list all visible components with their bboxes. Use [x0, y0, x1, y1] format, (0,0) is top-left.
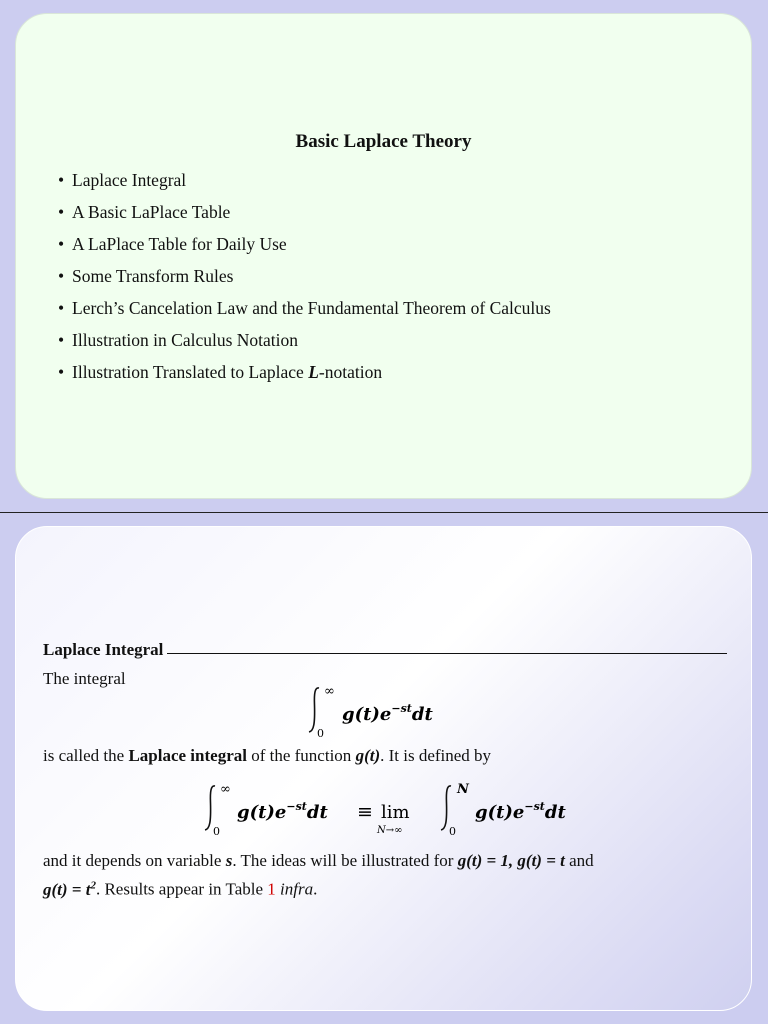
integral-sign-icon [441, 786, 451, 830]
section-title: Laplace Integral [43, 640, 164, 659]
bullet-icon: • [58, 234, 65, 254]
math-t-squared: $g(t) = t^2$ [43, 879, 96, 899]
integrand: $g(t)e^{-st}dt$ [342, 702, 433, 725]
integral-equation [306, 679, 476, 746]
math-examples: g(t) = 1, g(t) = t [457, 851, 565, 870]
list-item-label: Illustration Translated to Laplace [72, 362, 309, 382]
list-item-label: Lerch’s Cancelation Law and the Fundamental Theorem of Calculus [72, 298, 551, 318]
infra-text: infra [280, 879, 314, 899]
table-reference-link[interactable]: 1 [267, 879, 276, 899]
slide-laplace-integral [15, 526, 752, 1011]
bullet-icon: • [58, 330, 65, 350]
upper-limit-n: N [457, 782, 469, 797]
upper-limit: ∞ [220, 782, 231, 797]
section-rule [167, 653, 727, 654]
math-symbol: L [308, 362, 319, 382]
bullet-icon: • [58, 202, 65, 222]
lower-limit: 0 [317, 727, 324, 740]
integral-sign-icon [205, 786, 215, 830]
list-item-label-suffix: -notation [318, 362, 383, 382]
list-item-label: Illustration in Calculus Notation [72, 330, 299, 350]
integral-sign-icon [309, 688, 319, 732]
list-item-label: Some Transform Rules [72, 266, 234, 286]
page-divider [0, 512, 768, 513]
list-item-label: Laplace Integral [72, 170, 187, 190]
intro-text: The integral [43, 669, 126, 688]
term-laplace-integral: Laplace integral [128, 746, 247, 765]
list-item [58, 168, 551, 200]
lower-limit: 0 [213, 825, 220, 838]
section-heading [43, 640, 727, 660]
integrand-left: $g(t)e^{-st}dt$ [237, 800, 328, 823]
list-item [58, 296, 551, 328]
bullet-icon: • [58, 170, 65, 190]
upper-limit: ∞ [324, 684, 335, 699]
list-item [58, 264, 551, 296]
closing-paragraph: and it depends on variable s. The ideas will be illustrated for g(t) = 1, g(t) = t and $g(t) = t^2$. Results appear in Table 1 infra. [43, 851, 594, 899]
math-s: s [225, 851, 233, 870]
equiv-symbol: ≡ [357, 801, 373, 823]
integrand-right: $g(t)e^{-st}dt$ [475, 800, 566, 823]
list-item-label: A LaPlace Table for Daily Use [72, 234, 287, 254]
slide-outline [15, 13, 752, 499]
definition-sentence: is called the Laplace integral of the function g(t). It is defined by [43, 746, 492, 765]
lower-limit: 0 [449, 825, 456, 838]
limit-subscript: N→∞ [377, 825, 403, 836]
bullet-icon: • [58, 266, 65, 286]
slide-title: Basic Laplace Theory [295, 131, 472, 152]
math-g-of-t: g(t) [355, 746, 381, 765]
limit-operator: lim [381, 802, 410, 823]
list-item [58, 200, 551, 232]
definition-equation [201, 775, 581, 846]
list-item [58, 328, 551, 360]
list-item [58, 232, 551, 264]
list-item [58, 360, 551, 392]
list-item-label: A Basic LaPlace Table [72, 202, 231, 222]
bullet-icon: • [58, 362, 65, 382]
bullet-icon: • [58, 298, 65, 318]
outline-list [58, 168, 551, 392]
